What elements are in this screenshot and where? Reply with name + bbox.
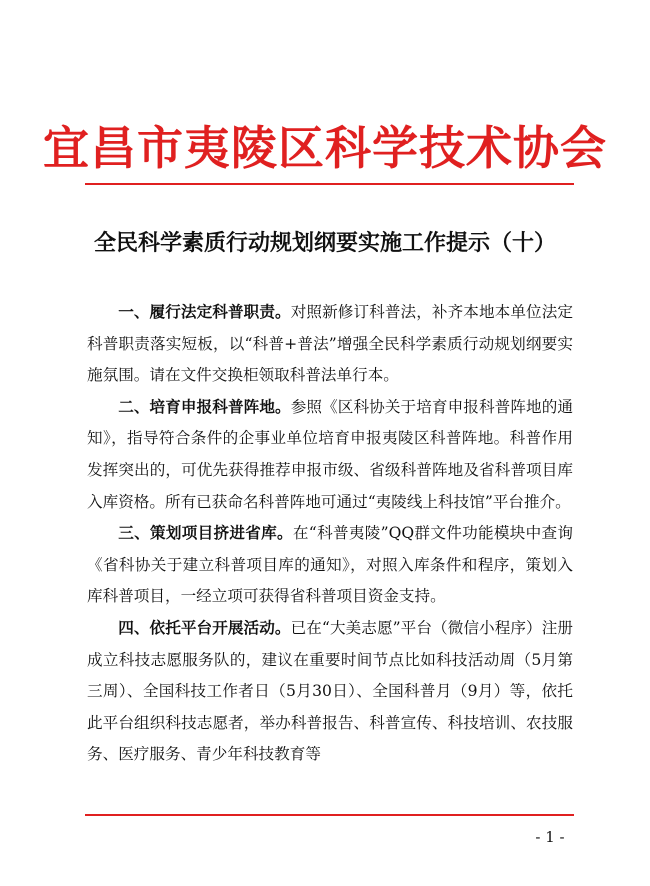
item-heading: 一、履行法定科普职责。 <box>118 303 291 321</box>
footer-divider <box>85 814 574 816</box>
paragraph-item-2 <box>87 392 573 518</box>
paragraph-item-4 <box>87 613 573 771</box>
item-heading: 三、策划项目挤进省库。 <box>118 524 293 543</box>
header-divider <box>85 183 574 185</box>
organization-header: 宜昌市夷陵区科学技术协会 <box>43 121 607 175</box>
item-text: 参照《区科协关于培育申报科普阵地的通知》，指导符合条件的企事业单位培育申报夷陵区科普阵地。科普作用发挥突出的，可优先获得推荐申报市级、省级科普阵地及省科普项目库入库资格。所有已获命名科普阵地可通过“夷陵线上科技馆”平台推介。 <box>87 397 573 511</box>
item-heading: 二、培育申报科普阵地。 <box>118 397 291 416</box>
page-number: - 1 - <box>535 828 565 846</box>
document-title: 全民科学素质行动规划纲要实施工作提示（十） <box>93 230 556 256</box>
item-heading: 四、依托平台开展活动。 <box>118 618 291 637</box>
paragraph-item-1 <box>87 297 573 392</box>
paragraph-item-3 <box>87 518 573 613</box>
item-text: 在“科普夷陵”QQ群文件功能模块中查询《省科协关于建立科普项目库的通知》，对照入库条件和程序，策划入库科普项目，一经立项可获得省科普项目资金支持。 <box>87 524 573 606</box>
item-text: 已在“大美志愿”平台（微信小程序）注册成立科技志愿服务队的，建议在重要时间节点比如科技活动周（5月第三周）、全国科技工作者日（5月30日）、全国科普月（9月）等，依托此平台组织科技志愿者，举办科普报告、科普宣传、科技培训、农技服务、医疗服务、青少年科技教育等 <box>87 618 573 764</box>
item-text: 对照新修订科普法，补齐本地本单位法定科普职责落实短板，以“科普+普法”增强全民科学素质行动规划纲要实施氛围。请在文件交换柜领取科普法单行本。 <box>87 303 573 385</box>
document-body <box>87 297 573 771</box>
